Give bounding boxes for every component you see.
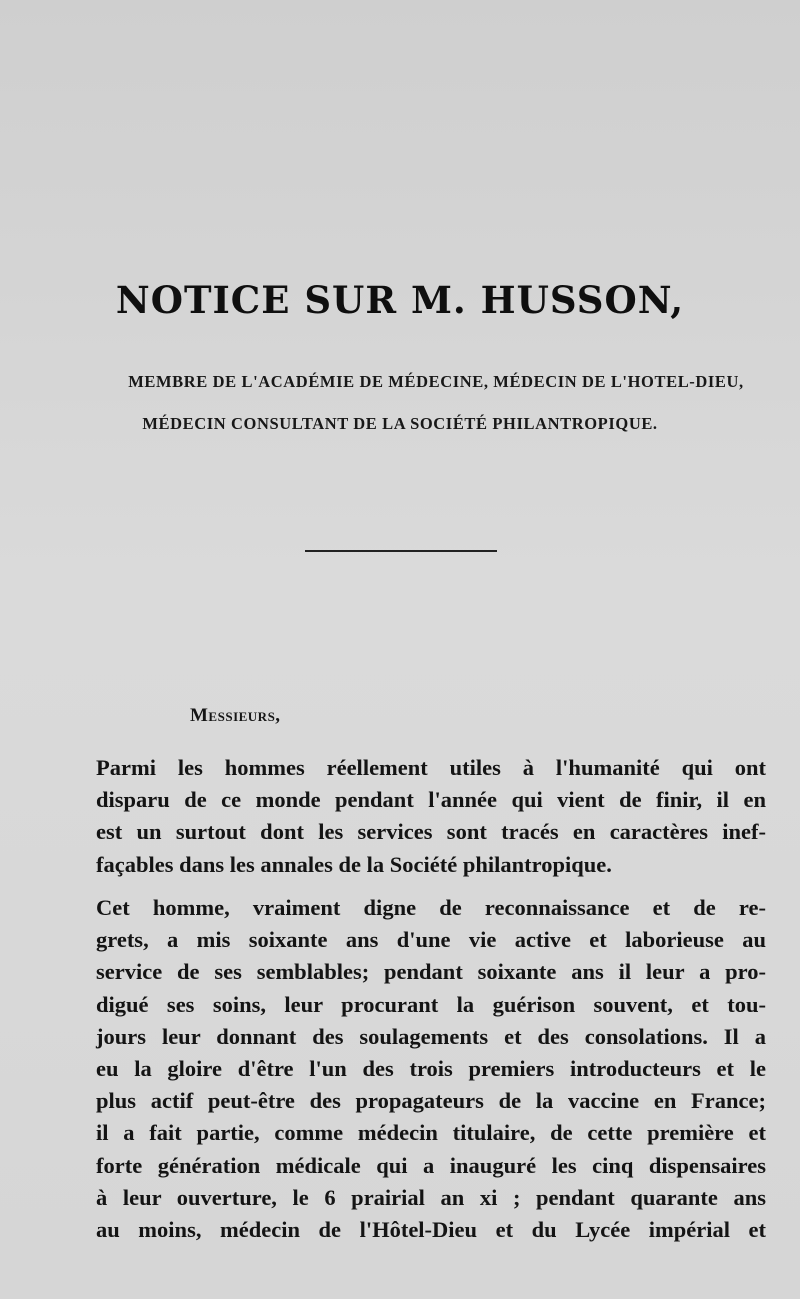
text-line: digué ses soins, leur procurant la guérison souvent, et tou-	[96, 991, 766, 1017]
text-line: à leur ouverture, le 6 prairial an xi ; pendant quarante ans	[96, 1184, 766, 1210]
subtitle-line-1: MEMBRE DE L'ACADÉMIE DE MÉDECINE, MÉDECIN DE L'HOTEL-DIEU,	[128, 372, 744, 391]
page-title: NOTICE SUR M. HUSSON,	[115, 278, 685, 322]
separator-rule	[305, 550, 497, 552]
text-line: il a fait partie, comme médecin titulaire, de cette première et	[96, 1120, 766, 1146]
text-line: jours leur donnant des soulagements et des consolations. Il a	[96, 1023, 766, 1049]
text-line: Cet homme, vraiment digne de reconnaissance et de re-	[96, 895, 766, 920]
paragraph-1	[96, 752, 766, 881]
text-line: service de ses semblables; pendant soixante ans il leur a pro-	[96, 959, 766, 985]
subtitle-line-2: MÉDECIN CONSULTANT DE LA SOCIÉTÉ PHILANTROPIQUE.	[142, 414, 658, 433]
text-line: forte génération médicale qui a inauguré les cinq dispensaires	[96, 1152, 766, 1178]
text-line: au moins, médecin de l'Hôtel-Dieu et du Lycée impérial et	[96, 1217, 766, 1243]
text-line: disparu de ce monde pendant l'année qui vient de finir, il en	[96, 787, 766, 813]
text-line: grets, a mis soixante ans d'une vie active et laborieuse au	[96, 927, 766, 953]
paragraph-2	[96, 892, 766, 1246]
text-line: Parmi les hommes réellement utiles à l'humanité qui ont	[96, 755, 766, 780]
text-line: est un surtout dont les services sont tracés en caractères inef-	[96, 819, 766, 845]
text-line: façables dans les annales de la Société philantropique.	[96, 851, 612, 877]
text-line: eu la gloire d'être l'un des trois premiers introducteurs et le	[96, 1056, 766, 1082]
salutation: Messieurs,	[190, 705, 281, 726]
text-line: plus actif peut-être des propagateurs de la vaccine en France;	[96, 1088, 766, 1114]
